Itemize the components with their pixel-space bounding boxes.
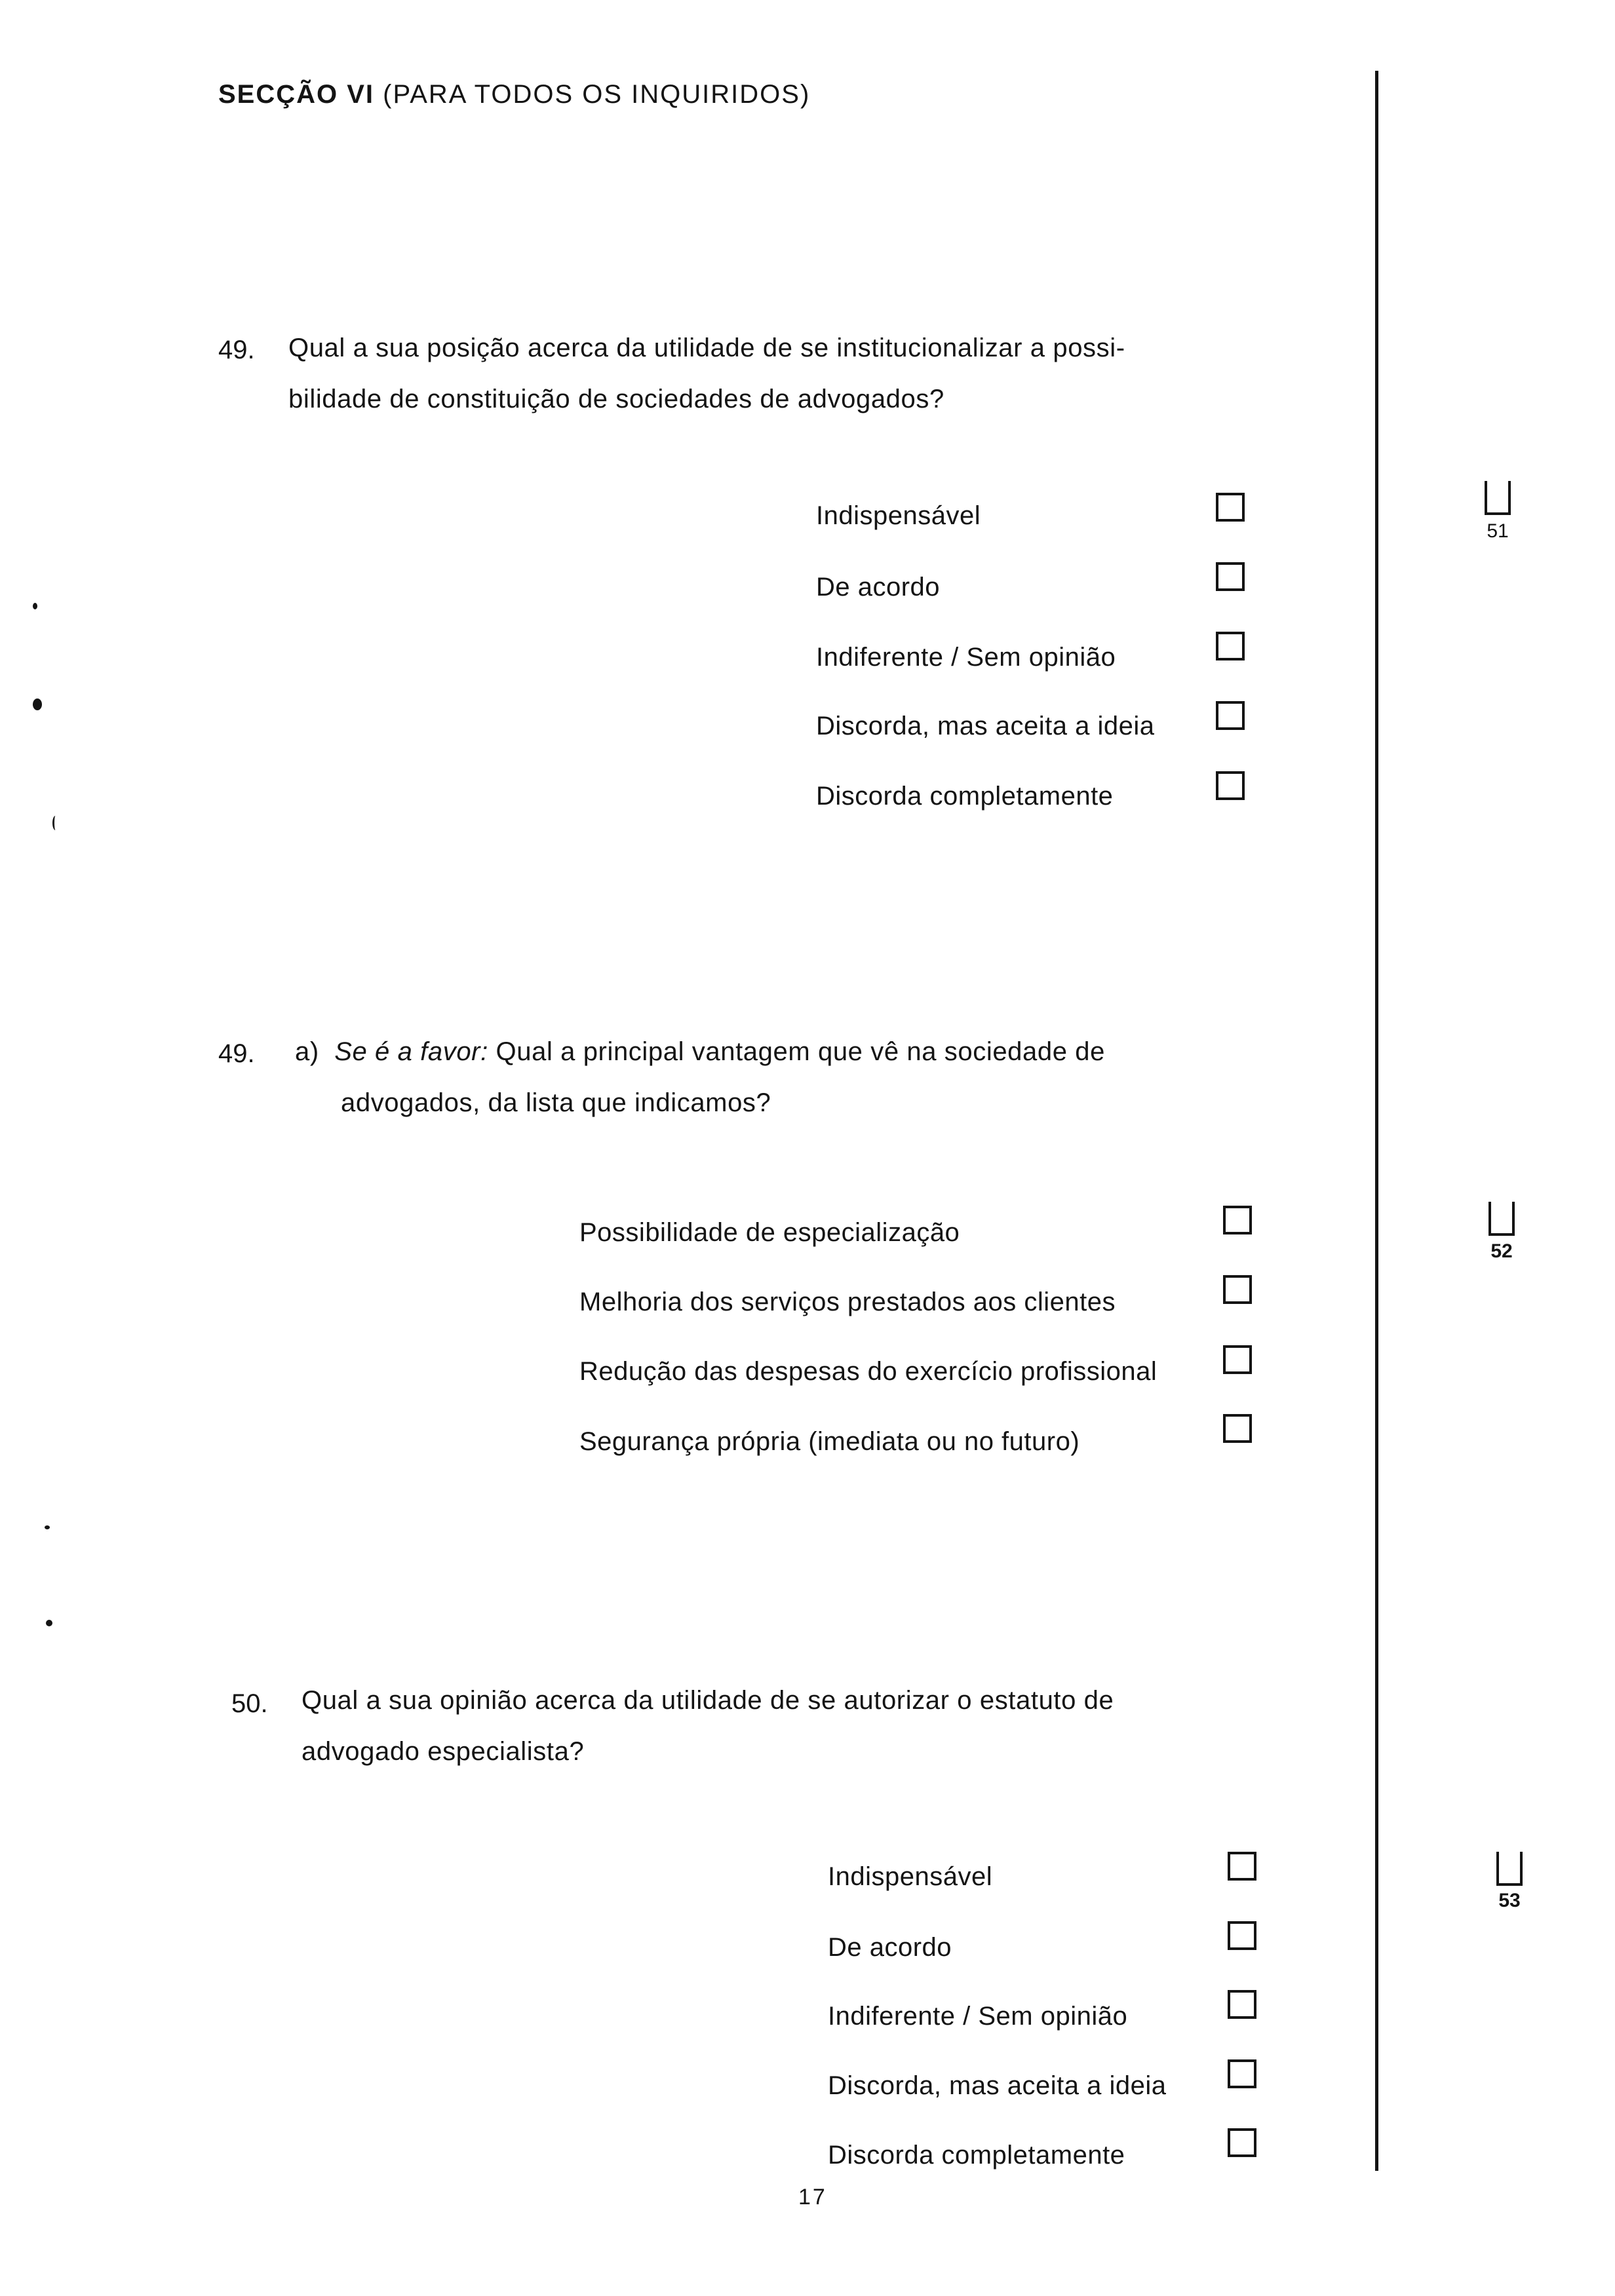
page-number: 17	[798, 2185, 827, 2210]
q50-option-indiferente: Indiferente / Sem opinião	[828, 2002, 1128, 2031]
question-49a-line-1	[295, 1026, 1105, 1077]
section-title	[218, 80, 810, 109]
q49-checkbox-de-acordo[interactable]	[1216, 562, 1245, 591]
question-50-line-1: Qual a sua opinião acerca da utilidade de se autorizar o estatuto de	[302, 1686, 1114, 1715]
q49-option-indispensavel: Indispensável	[816, 501, 981, 530]
question-49a-line-2: advogados, da lista que indicamos?	[341, 1088, 771, 1117]
q49a-option-seguranca: Segurança própria (imediata ou no futuro)	[579, 1427, 1080, 1456]
coding-number-51: 51	[1487, 520, 1509, 542]
q49-option-de-acordo: De acordo	[816, 573, 941, 602]
question-49a-number: 49.	[218, 1039, 255, 1068]
coding-number-53: 53	[1498, 1890, 1521, 1911]
question-49-line-2: bilidade de constituição de sociedades de advogados?	[288, 385, 944, 413]
q50-option-discorda-completamente: Discorda completamente	[828, 2141, 1125, 2170]
question-49-line-1: Qual a sua posição acerca da utilidade de se institucionalizar a possi-	[288, 334, 1125, 362]
question-49-text	[288, 322, 1125, 425]
q49a-option-melhoria-servicos: Melhoria dos serviços prestados aos clientes	[579, 1288, 1116, 1316]
scan-speck	[33, 603, 37, 609]
q49a-checkbox-especializacao[interactable]	[1223, 1206, 1252, 1234]
question-49a-prefix: a)	[295, 1037, 319, 1066]
q49-checkbox-indiferente[interactable]	[1216, 632, 1245, 660]
scan-speck	[45, 1525, 50, 1529]
section-title-label: SECÇÃO VI	[218, 80, 375, 109]
q50-checkbox-discorda-completamente[interactable]	[1228, 2128, 1256, 2157]
question-50-line-2: advogado especialista?	[302, 1737, 585, 1766]
q49-option-discorda-aceita: Discorda, mas aceita a ideia	[816, 712, 1155, 740]
margin-divider-line	[1375, 71, 1378, 2171]
q49-option-indiferente: Indiferente / Sem opinião	[816, 643, 1116, 672]
question-50-number: 50.	[231, 1689, 268, 1718]
q49a-option-reducao-despesas: Redução das despesas do exercício profissional	[579, 1357, 1158, 1386]
scan-speck	[33, 698, 42, 710]
scan-mark	[52, 816, 58, 830]
q49-checkbox-discorda-aceita[interactable]	[1216, 701, 1245, 730]
q50-checkbox-indiferente[interactable]	[1228, 1990, 1256, 2019]
q50-checkbox-indispensavel[interactable]	[1228, 1852, 1256, 1881]
q49a-option-especializacao: Possibilidade de especialização	[579, 1218, 960, 1247]
question-50-text	[302, 1675, 1114, 1777]
question-49a-line-1-rest: Qual a principal vantagem que vê na sociedade de	[496, 1037, 1105, 1066]
q50-checkbox-de-acordo[interactable]	[1228, 1921, 1256, 1950]
q50-option-de-acordo: De acordo	[828, 1933, 952, 1962]
q49-checkbox-indispensavel[interactable]	[1216, 493, 1245, 522]
coding-box-52[interactable]	[1489, 1202, 1515, 1236]
coding-number-52: 52	[1490, 1240, 1513, 1262]
coding-box-51[interactable]	[1485, 481, 1511, 515]
q49-option-discorda-completamente: Discorda completamente	[816, 782, 1114, 811]
q49a-checkbox-reducao-despesas[interactable]	[1223, 1345, 1252, 1374]
q49a-checkbox-seguranca[interactable]	[1223, 1414, 1252, 1443]
section-title-subtitle: (PARA TODOS OS INQUIRIDOS)	[383, 80, 811, 109]
q49-checkbox-discorda-completamente[interactable]	[1216, 771, 1245, 800]
q50-checkbox-discorda-aceita[interactable]	[1228, 2059, 1256, 2088]
coding-box-53[interactable]	[1496, 1852, 1523, 1886]
question-49-number: 49.	[218, 335, 255, 364]
q50-option-indispensavel: Indispensável	[828, 1862, 993, 1891]
q49a-checkbox-melhoria-servicos[interactable]	[1223, 1275, 1252, 1304]
question-49a-text	[295, 1026, 1105, 1128]
q50-option-discorda-aceita: Discorda, mas aceita a ideia	[828, 2071, 1167, 2100]
question-49a-condition: Se é a favor:	[334, 1037, 488, 1066]
scan-speck	[46, 1620, 52, 1626]
